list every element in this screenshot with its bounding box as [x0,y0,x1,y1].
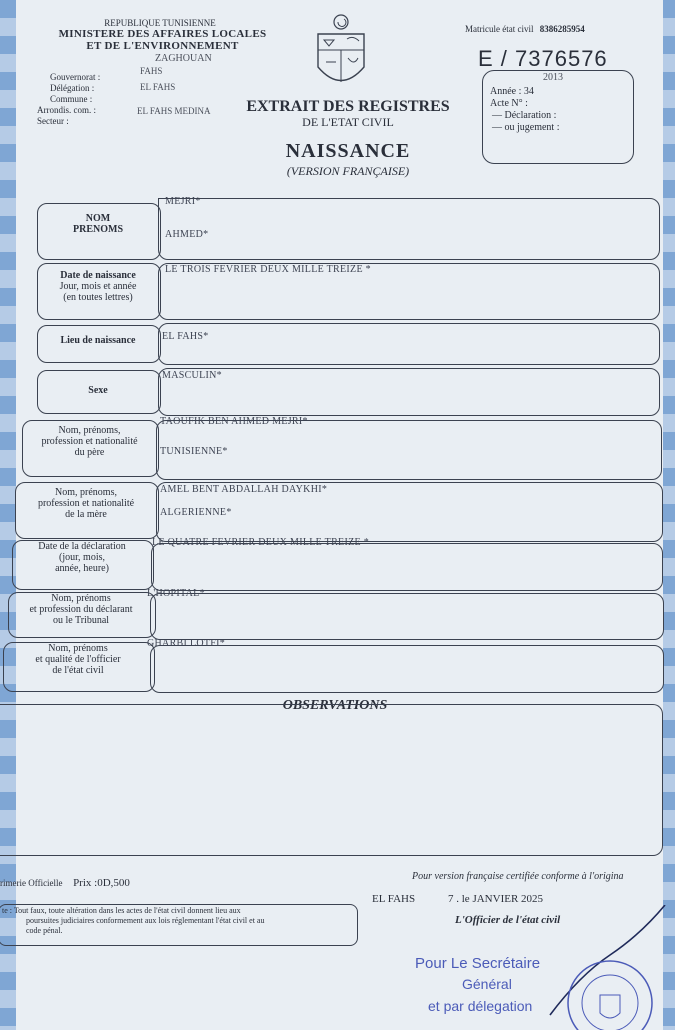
officier-value: GHARBI LOTFI* [147,638,226,649]
version-label: (VERSION FRANÇAISE) [286,164,410,178]
decorative-border-left [0,0,16,1030]
decl-label-1: Date de la déclaration [38,541,126,552]
nom-label [37,213,159,235]
mere-label-1: Nom, prénoms, [55,487,117,498]
officier-label-2: et qualité de l'officier [35,654,121,665]
title-line1: EXTRAIT DES REGISTRES [246,98,450,115]
acte-label: Acte N° : [490,98,528,109]
matricule [465,24,585,34]
document-title: NAISSANCE [285,140,411,162]
legal-note-3: code pénal. [26,926,63,935]
legal-note-1: te : Tout faux, toute altération dans les actes de l'état civil donnent lieu aux [2,906,241,915]
ministry-line2: ET DE L'ENVIRONNEMENT [86,40,239,52]
decl-label-3: année, heure) [55,563,109,574]
ministry-line1: MINISTERE DES AFFAIRES LOCALES [58,28,267,40]
annee-row [490,86,534,97]
nom-value-box [158,198,660,260]
pere-value-box [156,420,662,480]
dob-label-1: Date de naissance [60,270,136,281]
prenoms-label-text: PRENOMS [73,224,123,235]
pere-label [22,425,157,458]
date-text [448,893,543,905]
pere-label-2: profession et nationalité [41,436,138,447]
sexe-value-box [158,368,660,416]
decl-label [12,541,152,574]
imprimerie-text: rimerie Officielle [0,878,63,888]
mere-nationality-value: ALGERIENNE* [160,507,232,518]
declarant-label-2: et profession du déclarant [29,604,133,615]
delegation-label: Délégation : [50,83,95,93]
mere-name-value: AMEL BENT ABDALLAH DAYKHI* [160,484,328,495]
decl-value-box [151,543,663,591]
place-text: EL FAHS [372,893,416,905]
commune-label: Commune : [50,94,93,104]
declarant-value: L'HOPITAL* [147,588,205,599]
decl-label-2: (jour, mois, [59,552,105,563]
declarant-label [8,593,154,626]
mere-label-2: profession et nationalité [37,498,135,509]
certification-text: Pour version française certifiée conforme à l'origina [412,871,624,882]
gouvernorat-value: ZAGHOUAN [155,53,212,64]
officier-label-1: Nom, prénoms [48,643,108,654]
matricule-label: Matricule état civil [465,24,534,34]
pere-label-3: du père [74,447,105,458]
secteur-label: Secteur : [37,116,69,126]
lieu-value: EL FAHS* [162,331,209,342]
jugement-label: — ou jugement : [492,122,560,133]
stamp-line2: Général [462,976,512,992]
lieu-value-box [158,323,660,365]
stamp-line1: Pour Le Secrétaire [415,955,541,972]
officier-signature-label: L'Officier de l'état civil [455,914,561,926]
pere-name-value: TAOUFIK BEN AHMED MEJRI* [160,416,308,427]
decl-value: LE QUATRE FEVRIER DEUX MILLE TREIZE * [152,537,370,548]
pere-label-1: Nom, prénoms, [58,425,121,436]
serial-number: E / 7376576 [478,46,608,71]
dob-label-3: (en toutes lettres) [63,292,133,303]
officier-label [3,643,153,676]
observations-heading: OBSERVATIONS [282,698,388,713]
commune-value: EL FAHS [140,82,176,92]
sexe-label: Sexe [88,385,108,396]
annee-year: 2013 [543,72,563,83]
official-seal-icon [560,955,660,1030]
imprimerie-label [0,877,130,889]
lieu-label: Lieu de naissance [60,335,136,346]
prix-text: Prix :0D,500 [73,877,130,889]
nom-value: MEJRI* [165,196,201,207]
legal-note [2,906,354,936]
republic-label: REPUBLIQUE TUNISIENNE [104,18,216,28]
officier-label-3: de l'état civil [52,665,104,676]
prenom-value: AHMED* [165,229,209,240]
annee-label: Année : [490,86,522,97]
delegation-value: FAHS [140,66,163,76]
stamp-line3: et par délegation [428,998,533,1014]
date-day: 7 . le [448,893,470,905]
mere-label [15,487,157,520]
declaration-label: — Déclaration : [492,110,557,121]
decorative-border-right [663,0,675,1030]
title-line2: DE L'ETAT CIVIL [302,115,394,129]
nom-label-text: NOM [85,213,111,224]
date-month: JANVIER 2025 [472,893,544,905]
pere-nationality-value: TUNISIENNE* [160,446,228,457]
coat-of-arms-icon [310,12,372,96]
declarant-value-box [150,593,664,640]
legal-note-2: poursuites judiciaires conformement aux lois réglementant l'état civil et au [26,916,265,925]
dob-label [37,270,159,303]
sexe-value: MASCULIN* [162,370,222,381]
mere-label-3: de la mère [65,509,107,520]
matricule-value: 8386285954 [539,24,585,34]
dob-value: LE TROIS FEVRIER DEUX MILLE TREIZE * [165,264,371,275]
arrondis-label: Arrondis. com. : [37,105,96,115]
arrondis-value: EL FAHS MEDINA [137,106,211,116]
gouvernorat-label: Gouvernorat : [50,72,101,82]
annee-value: 34 [523,86,534,97]
declarant-label-3: ou le Tribunal [52,615,110,626]
declarant-label-1: Nom, prénoms [51,593,111,604]
dob-label-2: Jour, mois et année [59,281,137,292]
officier-value-box [150,645,664,693]
observations-box [0,704,663,856]
